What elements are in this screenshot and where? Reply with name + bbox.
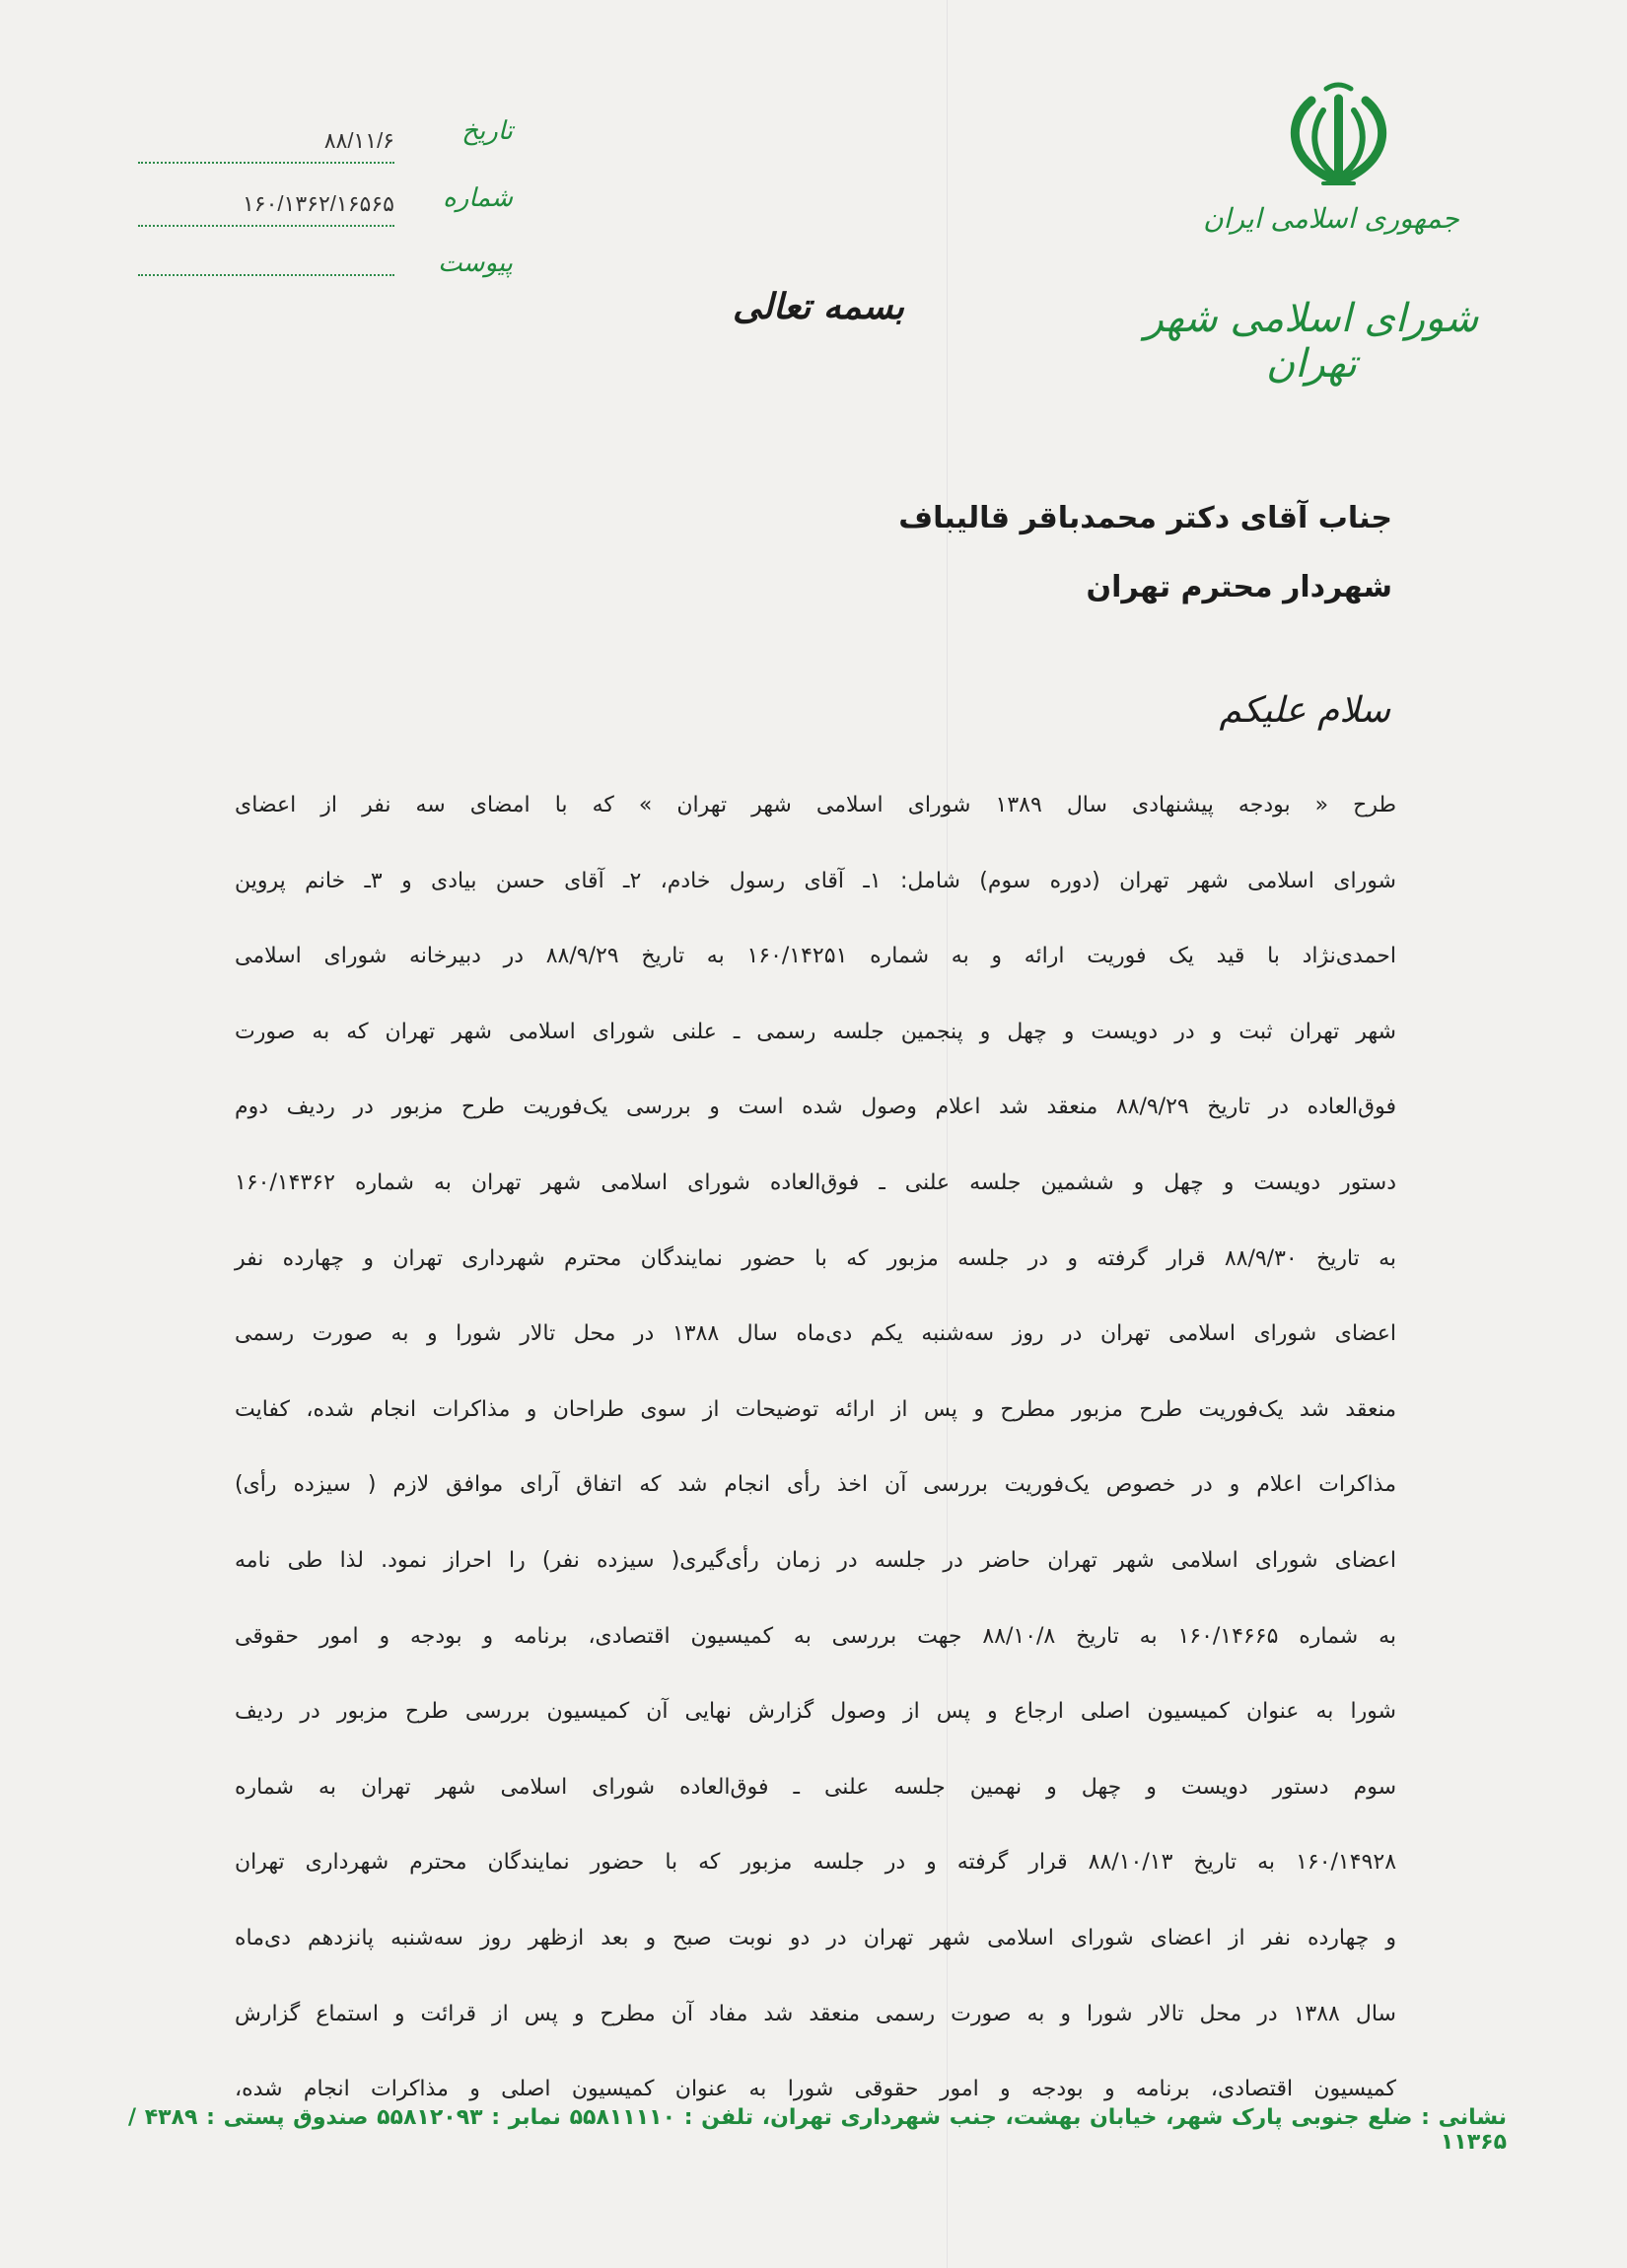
body-line: و چهارده نفر از اعضای شورای اسلامی شهر تهران در دو نوبت صبح و بعد ازظهر روز سه‌شنبه پانزدهم دی‌ماه <box>235 1925 1396 1950</box>
republic-title: جمهوری اسلامی ایران <box>1203 202 1459 235</box>
date-value: ۸۸/۱۱/۶ <box>138 128 394 164</box>
number-label: شماره <box>443 183 513 213</box>
body-line: منعقد شد یک‌فوریت طرح مزبور مطرح و پس از ارائه توضیحات از سوی طراحان و مذاکرات انجام شده، کفایت <box>235 1396 1396 1422</box>
body-line: سوم دستور دویست و چهل و نهمین جلسه علنی ـ فوق‌العاده شورای اسلامی شهر تهران به شماره <box>235 1774 1396 1800</box>
body-line: شورای اسلامی شهر تهران (دوره سوم) شامل: ۱ـ آقای رسول خادم، ۲ـ آقای حسن بیادی و ۳ـ خانم پروین <box>235 868 1396 893</box>
greeting: سلام علیکم <box>1219 690 1390 731</box>
letter-body <box>235 784 1396 2144</box>
number-value: ۱۶۰/۱۳۶۲/۱۶۵۶۵ <box>138 191 394 227</box>
body-line: فوق‌العاده در تاریخ ۸۸/۹/۲۹ منعقد شد اعلام وصول شده است و بررسی یک‌فوریت طرح مزبور در ردیف دوم <box>235 1095 1396 1120</box>
attachment-label: پیوست <box>438 248 513 278</box>
body-line: کمیسیون اقتصادی، برنامه و بودجه و امور حقوقی شورا به عنوان کمیسیون اصلی و مذاکرات انجام شده، <box>235 2077 1396 2102</box>
body-line: مذاکرات اعلام و در خصوص یک‌فوریت بررسی آن اخذ رأی انجام شد که اتفاق آرای موافق لازم ( سیزده رأی) <box>235 1472 1396 1498</box>
recipient-title: شهردار محترم تهران <box>1086 570 1392 604</box>
body-line: اعضای شورای اسلامی تهران در روز سه‌شنبه یکم دی‌ماه سال ۱۳۸۸ در محل تالار شورا و به صورت رسمی <box>235 1321 1396 1347</box>
body-line: به شماره ۱۶۰/۱۴۶۶۵ به تاریخ ۸۸/۱۰/۸ جهت بررسی به کمیسیون اقتصادی، برنامه و بودجه و امور حقوقی <box>235 1623 1396 1649</box>
body-line: ۱۶۰/۱۴۹۲۸ به تاریخ ۸۸/۱۰/۱۳ قرار گرفته و در جلسه مزبور که با حضور نمایندگان محترم شهرداری تهران <box>235 1850 1397 1876</box>
council-title: شورای اسلامی شهر تهران <box>1144 296 1479 387</box>
body-line: شورا به عنوان کمیسیون اصلی ارجاع و پس از وصول گزارش نهایی آن کمیسیون بررسی طرح مزبور در ردیف <box>235 1699 1396 1725</box>
date-label: تاریخ <box>461 116 513 146</box>
body-line: دستور دویست و چهل و ششمین جلسه علنی ـ فوق‌العاده شورای اسلامی شهر تهران به شماره ۱۶۰/۱۴۳۶۲ <box>235 1169 1396 1195</box>
body-line: سال ۱۳۸۸ در محل تالار شورا و به صورت رسمی منعقد شد مفاد آن مطرح و پس از قرائت و استماع گزارش <box>235 2001 1396 2026</box>
body-line: به تاریخ ۸۸/۹/۳۰ قرار گرفته و در جلسه مزبور که با حضور نمایندگان محترم شهرداری تهران و چهارده نفر <box>235 1245 1396 1271</box>
body-line: شهر تهران ثبت و در دویست و چهل و پنجمین جلسه رسمی ـ علنی شورای اسلامی شهر تهران که به صورت <box>235 1019 1396 1044</box>
iran-emblem-icon <box>1272 81 1405 189</box>
footer-address: نشانی : ضلع جنوبی پارک شهر، خیابان بهشت، جنب شهرداری تهران، تلفن : ۵۵۸۱۱۱۱۰ نمابر : ۵۵۸۱۲۰۹۳ صندوق پستی : ۴۳۸۹ / ۱۱۳۶۵ <box>128 2105 1507 2155</box>
attachment-value <box>138 241 394 276</box>
body-line: احمدی‌نژاد با قید یک فوریت ارائه و به شماره ۱۶۰/۱۴۲۵۱ به تاریخ ۸۸/۹/۲۹ در دبیرخانه شورای اسلامی <box>235 944 1396 969</box>
recipient-name: جناب آقای دکتر محمدباقر قالیباف <box>898 501 1392 535</box>
body-line: اعضای شورای اسلامی شهر تهران حاضر در جلسه در زمان رأی‌گیری( سیزده نفر) را احراز نمود. لذا طی نامه <box>235 1547 1396 1573</box>
body-line: طرح « بودجه پیشنهادی سال ۱۳۸۹ شورای اسلامی شهر تهران » که با امضای سه نفر از اعضای <box>235 793 1396 817</box>
invocation: بسمه تعالی <box>732 286 905 327</box>
